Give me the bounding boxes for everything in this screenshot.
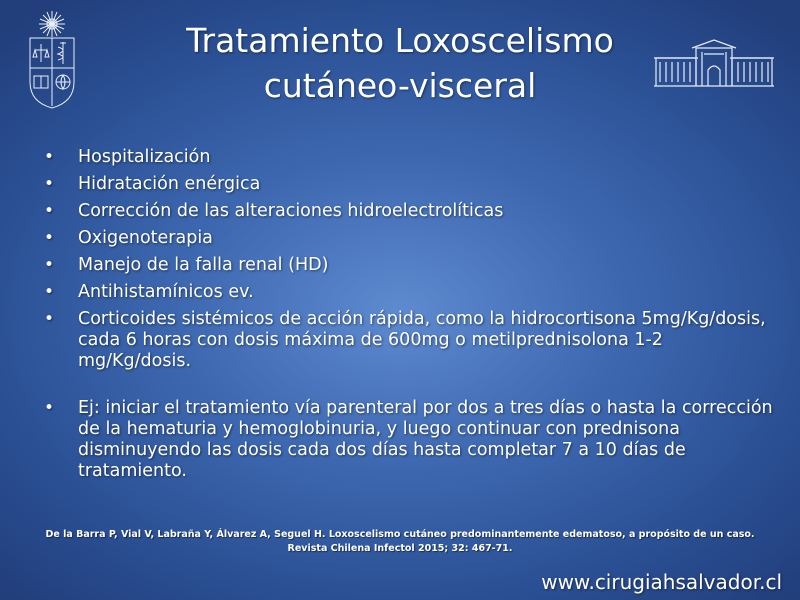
bullet-item: • Hospitalización <box>40 147 780 168</box>
citation-line-2: Revista Chilena Infectol 2015; 32: 467-71. <box>287 543 513 554</box>
treatment-bullet-list <box>40 147 780 488</box>
university-coat-of-arms-icon <box>24 10 80 110</box>
citation-line-1: De la Barra P, Vial V, Labraña Y, Álvarez A, Seguel H. Loxoscelismo cutáneo predominantemente edematoso, a propósito de un caso. <box>45 529 755 540</box>
slide-title-line-2: cutáneo-visceral <box>263 66 537 105</box>
bullet-item: • Corrección de las alteraciones hidroelectrolíticas <box>40 201 780 222</box>
bullet-item: • Corticoides sistémicos de acción rápida, como la hidrocortisona 5mg/Kg/dosis, cada 6 horas con dosis máxima de 600mg o metilprednisolona 1-2 mg/Kg/dosis. <box>40 309 780 372</box>
citation-reference <box>40 528 760 556</box>
bullet-item: • Oxigenoterapia <box>40 228 780 249</box>
bullet-item: • Ej: iniciar el tratamiento vía parenteral por dos a tres días o hasta la corrección de la hematuria y hemoglobinuria, y luego continuar con prednisona disminuyendo las dosis cada dos días hasta completar 7 a 10 días de tratamiento. <box>40 398 780 482</box>
slide-title <box>110 18 690 108</box>
website-url: www.cirugiahsalvador.cl <box>541 570 782 594</box>
bullet-item: • Antihistamínicos ev. <box>40 282 780 303</box>
bullet-item: • Manejo de la falla renal (HD) <box>40 255 780 276</box>
slide-title-line-1: Tratamiento Loxoscelismo <box>186 21 614 60</box>
bullet-item: • Hidratación enérgica <box>40 174 780 195</box>
